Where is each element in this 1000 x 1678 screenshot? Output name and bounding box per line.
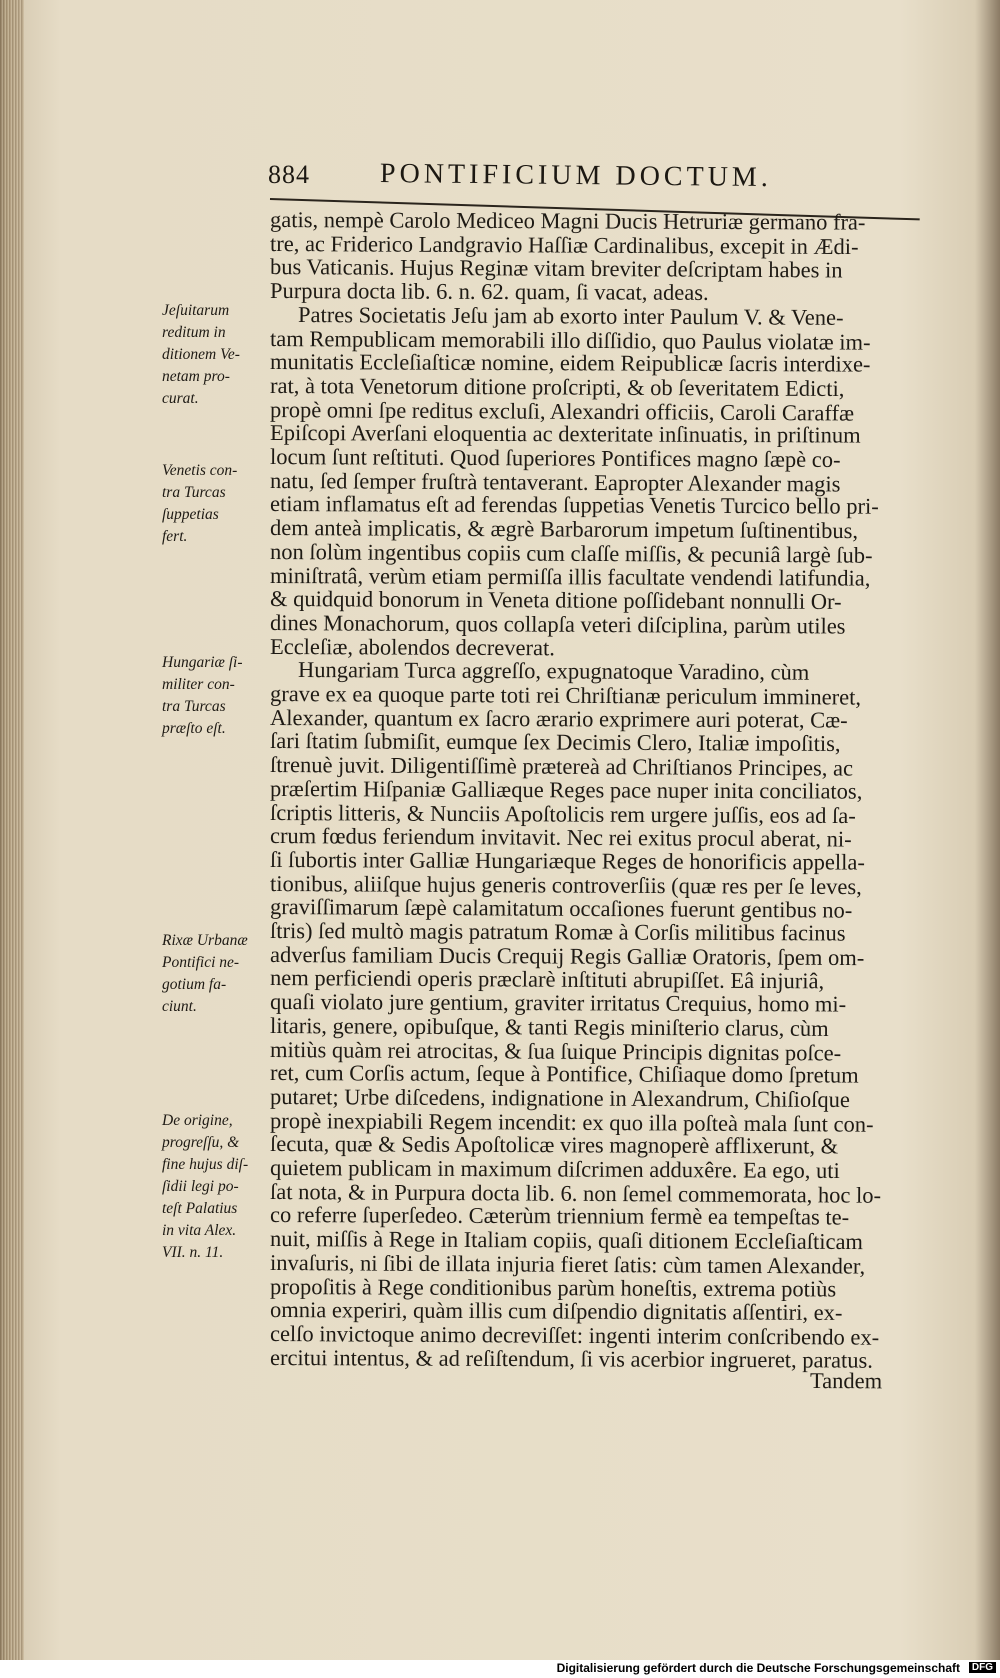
text-line: ſtrenuè juvit. Diligentiſſimè prætereà ad Chriſtianos Principes, ac [269, 752, 854, 781]
page-edge [0, 0, 24, 1660]
text-line: rat, à tota Venetorum ditione proſcripti, & ob ſeveritatem Edicti, [269, 372, 845, 401]
text-line: Hungariam Turca aggreſſo, expugnatoque Varadino, cùm [297, 657, 810, 685]
text-line: tam Rempublicam memorabili illo diſſidio, quo Paulus violatæ im- [269, 325, 871, 355]
running-title: PONTIFICIUM DOCTUM. [379, 158, 772, 194]
margin-note-line: Pontifici ne- [162, 954, 240, 971]
margin-note-line: netam pro- [162, 368, 230, 385]
margin-note-line: tra Turcas [162, 698, 226, 715]
text-line: ſecuta, quæ & Sedis Apoſtolicæ vires magnoperè afflixerunt, & [269, 1131, 839, 1159]
text-line: mitiùs quàm rei atrocitas, & ſua ſuique Principis dignitas poſce- [269, 1036, 842, 1065]
margin-note-line: Venetis con- [162, 462, 238, 479]
text-line: Tandem [809, 1368, 883, 1394]
text-line: præſertim Hiſpaniæ Galliæque Reges pace nuper inita conciliatos, [269, 775, 863, 804]
text-line: Alexander, quantum ex ſacro ærario exprimere auri poterat, Cæ- [269, 704, 848, 733]
text-line: ſari ſtatim ſubmiſit, eumque ſex Decimis Clero, Italiæ impoſitis, [269, 728, 841, 757]
text-line: ſtris) ſed multò magis patratum Romæ à Corſis militibus facinus [269, 918, 846, 946]
text-line: graviſſimarum ſæpè calamitatum occaſiones fuerunt gentibus no- [269, 894, 853, 923]
margin-note-line: gotium fa- [162, 976, 227, 993]
text-line: munitatis Eccleſiaſticæ nomine, eidem Reipublicæ ſacris interdixe- [269, 349, 871, 377]
footer-credit: Digitalisierung gefördert durch die Deutsche Forschungsgemeinschaft [556, 1661, 960, 1675]
text-line: dines Monachorum, quos collapſa veteri diſciplina, parùm utiles [269, 609, 846, 639]
text-line: crum fœdus feriendum invitavit. Nec rei exitus procul aberat, ni- [269, 823, 852, 852]
text-line: nem perficiendi operis præclarè inſtituti abrupiſſet. Eâ injuriâ, [269, 965, 825, 994]
text-line: natu, ſed ſemper fruſtrà tentaverant. Eapropter Alexander magis [269, 467, 841, 497]
text-line: bus Vaticanis. Hujus Reginæ vitam breviter deſcriptam habes in [269, 254, 843, 283]
margin-note-line: fine hujus diſ- [162, 1156, 249, 1173]
margin-note [162, 1110, 270, 1264]
text-line: tionibus, aliiſque hujus generis controverſiis (quæ res per ſe leves, [269, 870, 862, 899]
margin-note [162, 930, 270, 1018]
margin-note-line: curat. [162, 390, 199, 407]
text-line: quaſi violato jure gentium, graviter irritatus Crequius, homo mi- [269, 989, 847, 1017]
text-line: co referre ſuperſedeo. Cæterùm triennium fermè ea tempeſtas te- [269, 1202, 850, 1230]
margin-note-line: Jeſuitarum [162, 302, 230, 319]
text-line: quietem publicam in maximum diſcrimen adduxêre. Ea ego, uti [269, 1155, 840, 1183]
text-line: ret, cum Corſis actum, ſeque à Pontifice, Chiſiaque domo ſpretum [269, 1060, 859, 1088]
text-line: putaret; Urbe diſcedens, indignatione in Alexandrum, Chiſioſque [269, 1083, 850, 1112]
text-line: nuit, miſſis à Rege in Italiam copiis, quaſi ditionem Eccleſiaſticam [269, 1226, 864, 1255]
text-line: Epiſcopi Averſani eloquentia ac dexteritate inſinuatis, in priſtinum [269, 420, 861, 448]
text-line: etiam inflamatus eſt ad ferendas ſuppetias Venetis Turcico bello pri- [269, 491, 879, 520]
text-line: ſat nota, & in Purpura docta lib. 6. non ſemel commemorata, hoc lo- [269, 1178, 882, 1208]
text-line: gatis, nempè Carolo Medicеo Magni Ducis Hetruriæ germano fra- [269, 207, 866, 235]
text-line: miniſtratâ, verùm etiam permiſſa illis facultate vendendi latifundia, [269, 562, 871, 591]
margin-note-line: De origine, [162, 1112, 233, 1129]
margin-note-line: Hungariæ ſi- [162, 654, 243, 671]
text-line: propè inexpiabili Regem incendit: ex quo illa poſteà mala ſunt con- [269, 1107, 874, 1137]
margin-note-line: in vita Alex. [162, 1222, 237, 1239]
digitization-footer [0, 1660, 1000, 1678]
margin-note-line: ditionem Ve- [162, 346, 240, 363]
text-line: ercitui intentus, & ad reſiſtendum, ſi vis acerbior ingrueret, paratus. [269, 1344, 874, 1373]
text-line: omnia experiri, quàm illis cum diſpendio dignitatis aſſentiri, ex- [269, 1297, 843, 1326]
margin-note-line: reditum in [162, 324, 226, 341]
margin-note-line: fert. [162, 528, 188, 545]
text-line: Patres Societatis Jeſu jam ab exorto inter Paulum V. & Vene- [297, 301, 844, 330]
margin-note-line: ſuppetias [162, 506, 219, 523]
text-line: non ſolùm ingentibus copiis cum claſſe miſſis, & pecuniâ largè ſub- [269, 538, 873, 568]
text-line: adverſus familiam Ducis Crequij Regis Galliæ Oratoris, ſpem om- [269, 941, 865, 970]
text-line: celſo invictoque animo decreviſſet: ingenti interim conſcribendo ex- [269, 1320, 880, 1350]
dfg-logo: DFG [969, 1662, 996, 1673]
margin-note-line: tra Turcas [162, 484, 226, 501]
text-line: propè omni ſpe reditus excluſi, Alexandri officiis, Caroli Caraffæ [269, 396, 855, 426]
page-header [268, 150, 918, 200]
text-line: invaſuris, ni ſibi de illata injuria fieret ſatis: cùm tamen Alexander, [269, 1249, 866, 1279]
text-line: grave ex ea quoque parte toti rei Chriſtianæ periculum immineret, [269, 681, 862, 710]
margin-note [162, 300, 270, 410]
text-line: propoſitis à Rege conditionibus parùm honeſtis, extrema potiùs [269, 1273, 837, 1301]
text-line: Purpura docta lib. 6. n. 62. quam, ſi vacat, adeas. [269, 278, 709, 306]
margin-note [162, 652, 270, 740]
page-number: 884 [268, 160, 310, 189]
margin-note-line: militer con- [162, 676, 235, 693]
text-line: ſcriptis litteris, & Nunciis Apoſtolicis rem urgere juſſis, eos ad ſa- [269, 799, 856, 828]
margin-note [162, 460, 270, 548]
margin-note-line: Rixæ Urbanæ [162, 932, 248, 949]
margin-note-line: VII. n. 11. [162, 1244, 224, 1261]
margin-note-line: progreſſu, & [162, 1134, 240, 1151]
text-line: & quidquid bonorum in Veneta ditione poſſidebant nonnulli Or- [269, 586, 842, 615]
margin-note-line: ciunt. [162, 998, 197, 1015]
text-line: ſi ſubortis inter Galliæ Hungariæque Reges de honorificis appella- [269, 846, 865, 875]
margin-note-line: teſt Palatius [162, 1200, 238, 1217]
text-line: tre, ac Friderico Landgravio Haſſiæ Cardinalibus, excepit in Ædi- [269, 230, 859, 259]
text-line: locum ſunt reſtituti. Quod ſuperiores Pontifices magno ſæpè co- [269, 444, 841, 472]
text-line: dem anteà implicatis, & ægrè Barbarorum impetum ſuſtinentibus, [269, 515, 859, 544]
margin-note-line: præſto eſt. [162, 720, 226, 737]
text-line: Eccleſiæ, abolendos decreverat. [269, 633, 555, 660]
margin-note-line: ſidii legi po- [162, 1178, 239, 1195]
text-line: litaris, genere, opibuſque, & tanti Regis miniſterio clarus, cùm [269, 1012, 829, 1041]
